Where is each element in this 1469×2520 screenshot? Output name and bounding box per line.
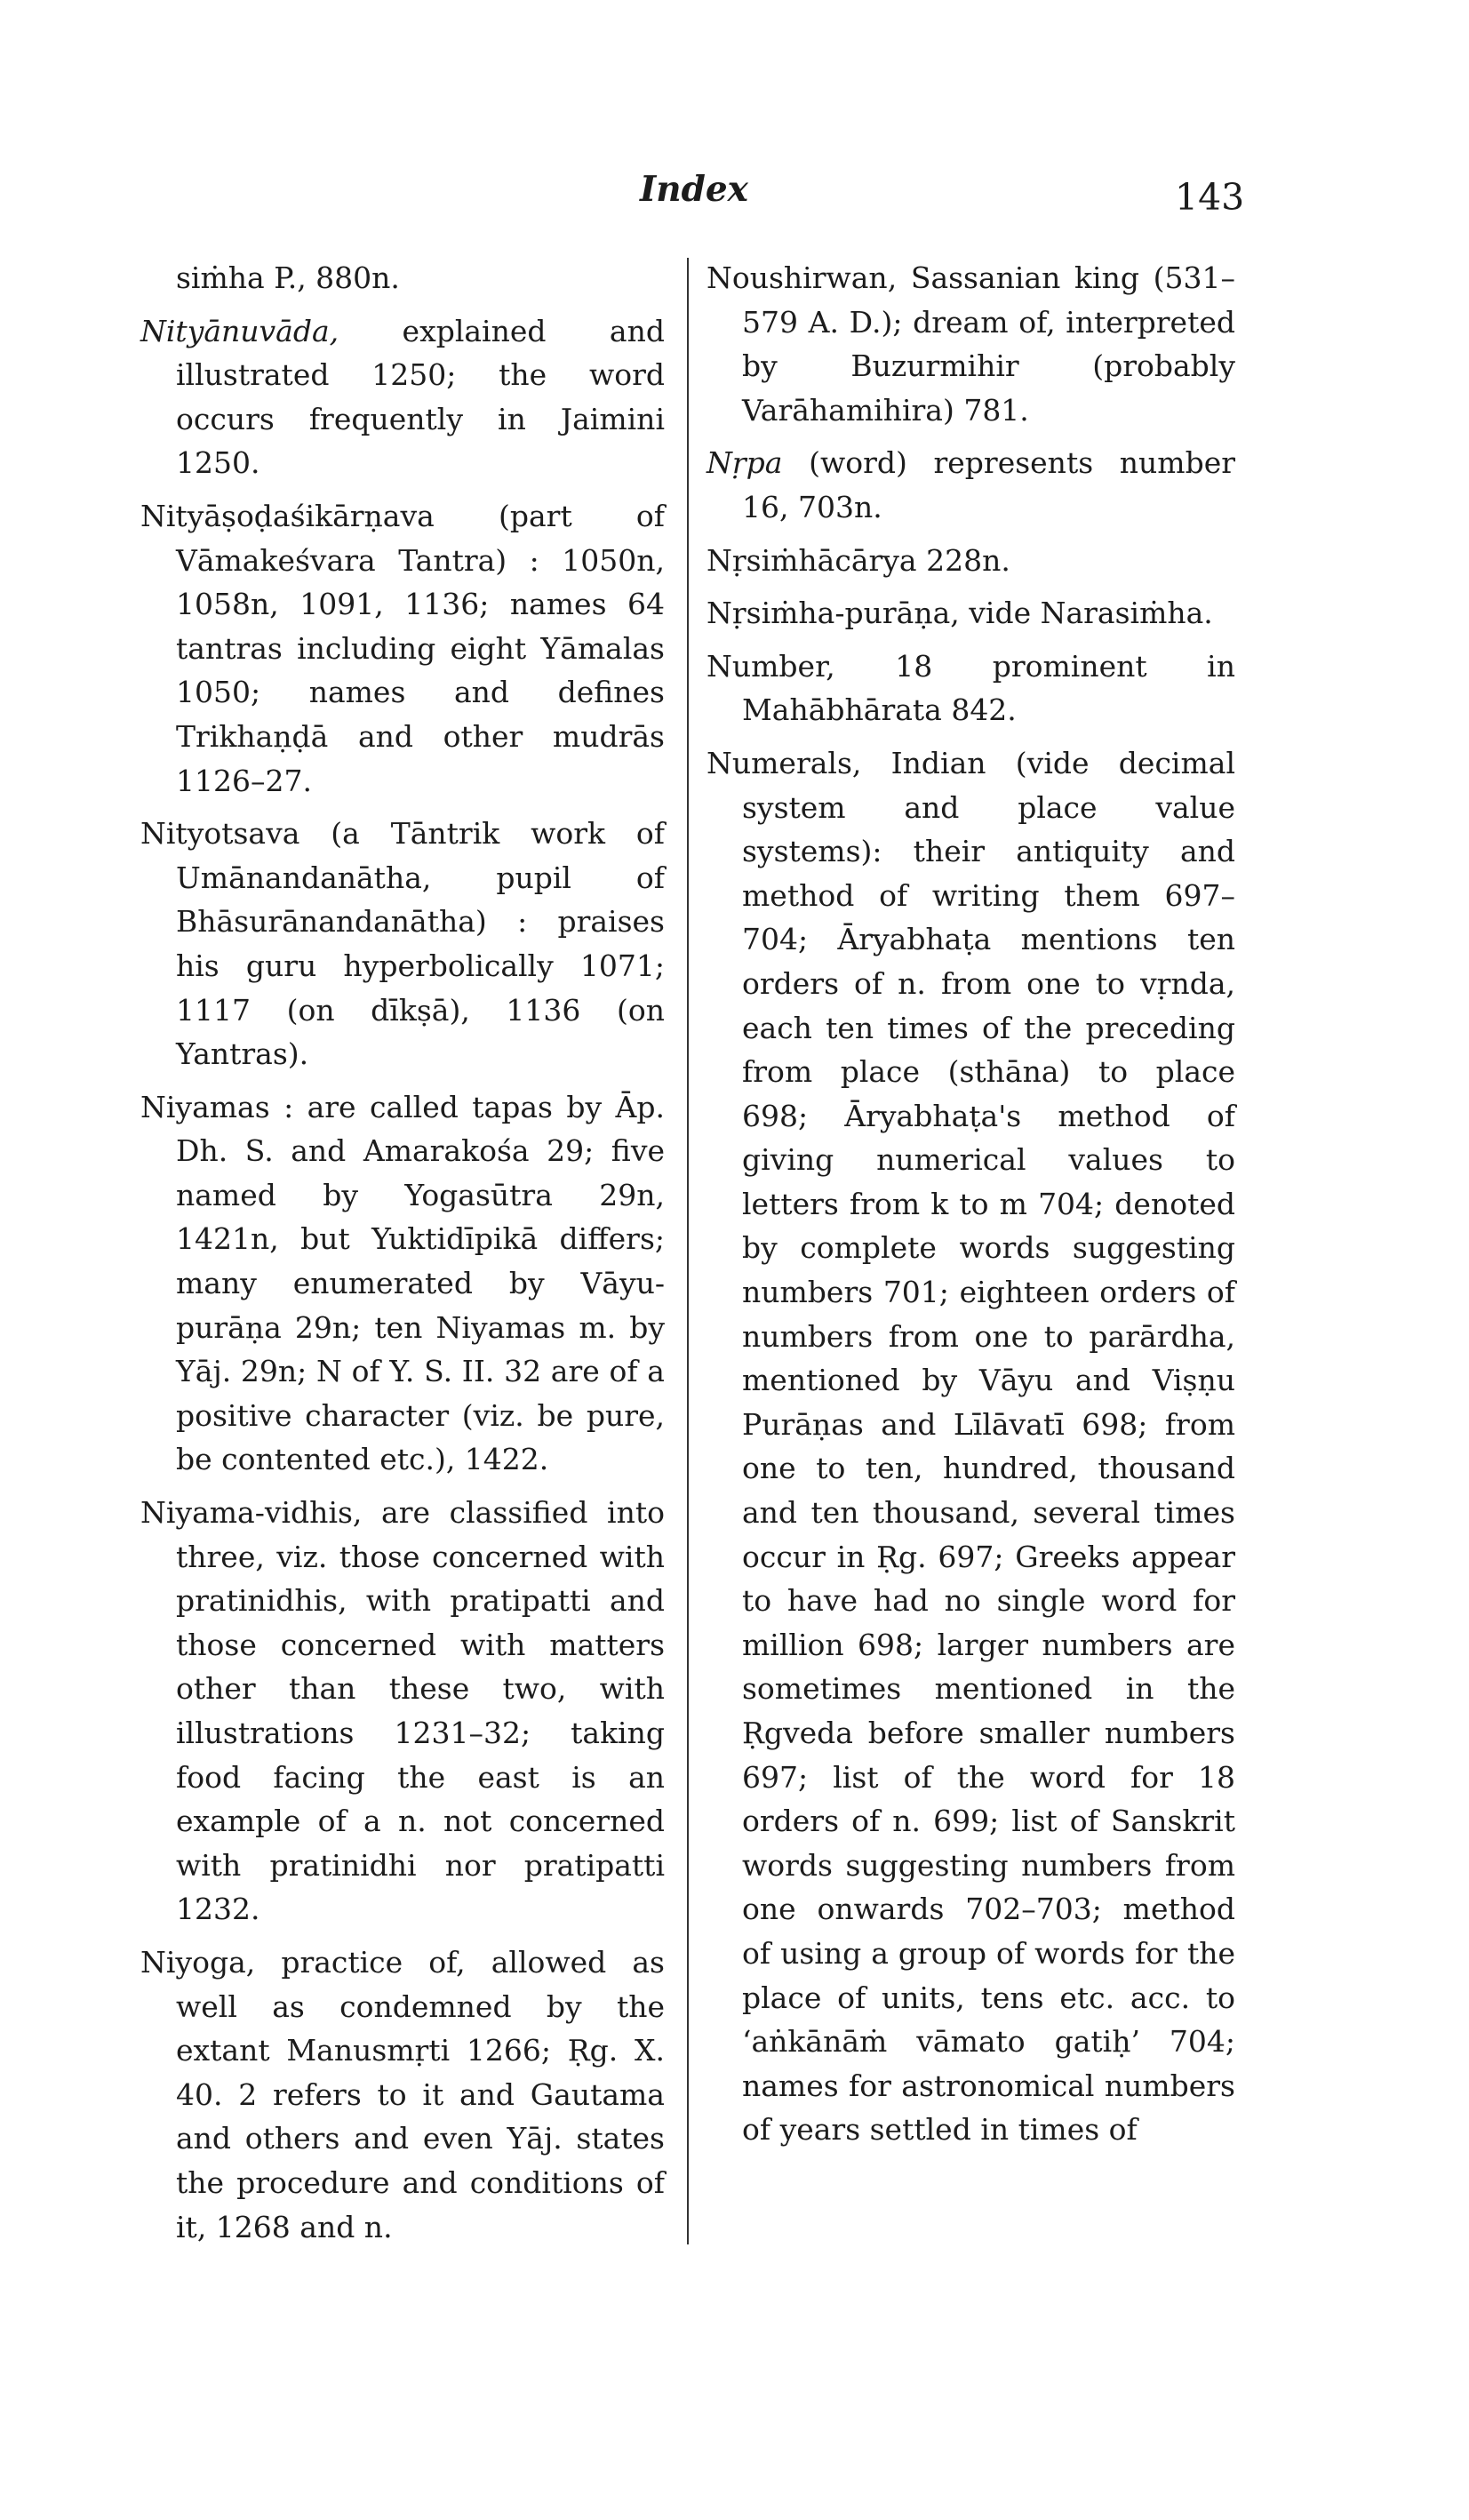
index-entry-text: vide Narasiṁha. <box>959 596 1213 631</box>
index-headword: Nityānuvāda, <box>140 313 339 348</box>
index-entry <box>140 1940 665 2249</box>
index-entry-text: (a Tāntrik work of Umānandanātha, pupil of Bhāsurānandanātha) : praises his guru hyperbolically 1071; 1117 (on dīkṣā), 1136 (on Yantras). <box>176 816 665 1072</box>
index-entry <box>140 309 665 485</box>
index-entry-text: 18 prominent in Mahābhārata 842. <box>742 648 1235 728</box>
index-headword: Numerals, Indian <box>707 745 986 780</box>
index-entry <box>140 256 665 300</box>
index-entry <box>707 644 1235 732</box>
page-number: 143 <box>1175 176 1245 219</box>
index-entry-text: (part of Vāmakeśvara Tantra) : 1050n, 1058n, 1091, 1136; names 64 tantras including eight Yāmalas 1050; names and defines Trikhaṇḍā and other mudrās 1126–27. <box>176 498 665 798</box>
index-entry <box>140 494 665 803</box>
index-headword: Niyoga, <box>140 1944 256 1980</box>
index-headword: Niyama-vidhis, <box>140 1495 363 1531</box>
index-headword: Number, <box>707 648 835 684</box>
index-headword: Nṛsiṁhācārya <box>707 542 917 578</box>
index-headword: Nṛpa <box>707 445 783 481</box>
index-entry <box>140 1085 665 1482</box>
index-entry <box>140 1491 665 1932</box>
index-entry-text: siṁha P., 880n. <box>176 260 400 295</box>
index-entry-text: (word) represents number 16, 703n. <box>742 445 1235 524</box>
index-entry <box>707 256 1235 432</box>
index-entry-text: 228n. <box>916 542 1010 578</box>
column-divider <box>687 258 689 2244</box>
index-headword: Niyamas <box>140 1089 270 1124</box>
index-entry-text: : are called tapas by Āp. Dh. S. and Amarakośa 29; five named by Yogasūtra 29n, 1421n, but Yuktidīpikā differs; many enumerated by Vāyu-purāṇa 29n; ten Niyamas m. by Yāj. 29n; N of Y. S. II. 32 are of a positive character (viz. be pure, be contented etc.), 1422. <box>176 1089 665 1477</box>
index-headword: Nityāṣoḍaśikārṇava <box>140 498 435 533</box>
index-headword: Nṛsiṁha-purāṇa, <box>707 596 960 631</box>
left-column <box>140 256 665 2258</box>
index-headword: Nityotsava <box>140 816 300 852</box>
index-entry-text: Sassanian king (531–579 A. D.); dream of, interpreted by Buzurmihir (probably Varāhamihira) 781. <box>742 260 1235 428</box>
index-entry <box>140 812 665 1076</box>
index-entry-text: (vide decimal system and place value systems): their antiquity and method of writing them 697–704; Āryabhaṭa mentions ten orders of n. from one to vṛnda, each ten times of the preceding from place (sthāna) to place 698; Āryabhaṭa's method of giving numerical values to letters from k to m 704; denoted by complete words suggesting numbers 701; eighteen orders of numbers from one to parārdha, mentioned by Vāyu and Viṣṇu Purāṇas and Līlāvatī 698; from one to ten, hundred, thousand and ten thousand, several times occur in Ṛg. 697; Greeks appear to have had no single word for million 698; larger numbers are sometimes mentioned in the Ṛgveda before smaller numbers 697; list of the word for 18 orders of n. 699; list of Sanskrit words suggesting numbers from one onwards 702–703; method of using a group of words for the place of units, tens etc. acc. to ‘aṅkānāṁ vāmato gatiḥ’ 704; names for astronomical numbers of years settled in times of <box>742 745 1236 2148</box>
index-entry <box>707 539 1235 583</box>
right-column <box>707 256 1235 2161</box>
index-entry-text: explained and illustrated 1250; the word occurs frequently in Jaimini 1250. <box>176 313 665 481</box>
running-head-title: Index <box>640 169 748 210</box>
index-entry <box>707 441 1235 529</box>
index-entry-text: practice of, allowed as well as condemned by the extant Manusmṛti 1266; Ṛg. X. 40. 2 refers to it and Gautama and others and even Yāj. states the procedure and conditions of it, 1268 and n. <box>176 1944 665 2244</box>
index-entry <box>707 741 1235 2152</box>
index-entry <box>707 591 1235 636</box>
index-headword: Noushirwan, <box>707 260 898 295</box>
index-entry-text: are classified into three, viz. those concerned with pratinidhis, with pratipatti and those concerned with matters other than these two, with illustrations 1231–32; taking food facing the east is an example of a n. not concerned with pratinidhi nor pratipatti 1232. <box>176 1495 665 1927</box>
